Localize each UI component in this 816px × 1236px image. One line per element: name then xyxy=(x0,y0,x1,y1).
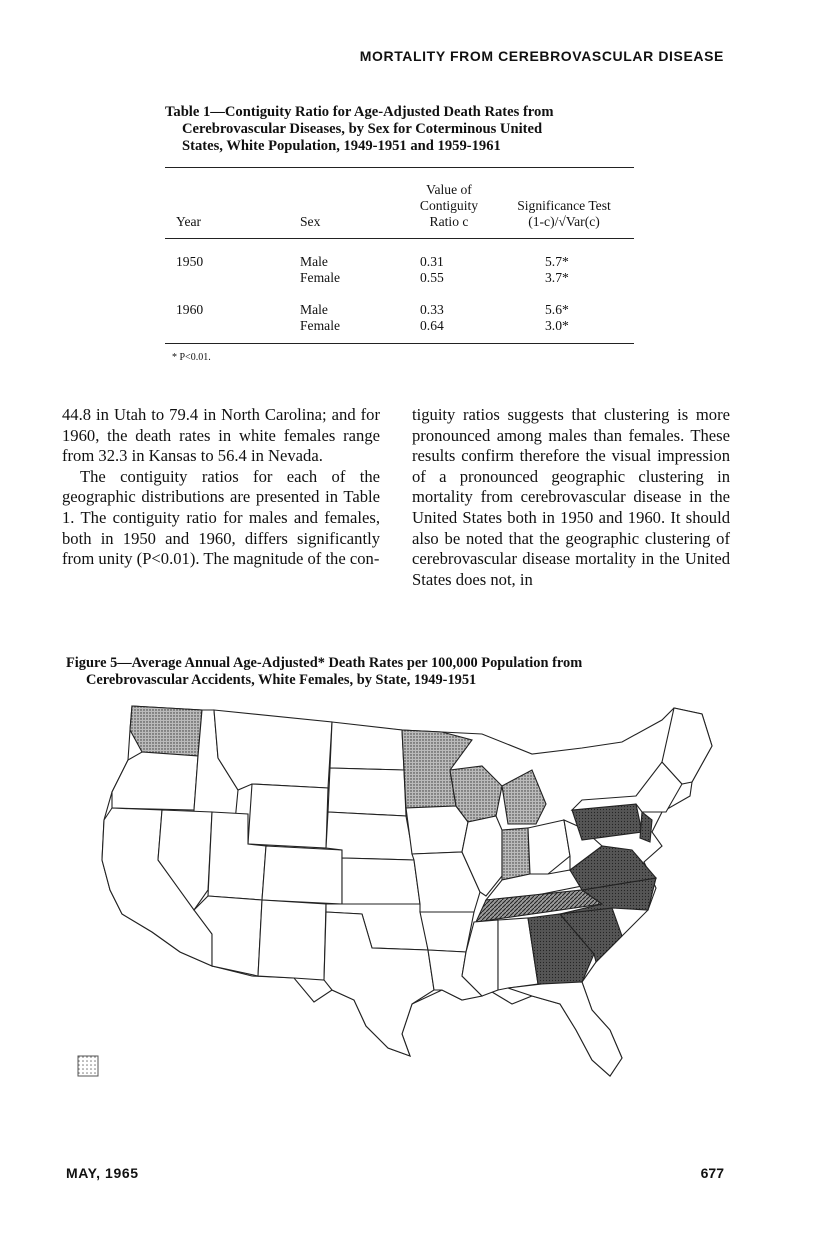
paragraph: The contiguity ratios for each of the geographic distributions are presented in Table 1. The contiguity ratio for males and females, both in 1950 and 1960, differs significantly from unity (P<0.01). The magnitude of the con- xyxy=(62,466,380,569)
page-number: 677 xyxy=(700,1165,724,1181)
state-colorado xyxy=(262,846,342,904)
state-arkansas xyxy=(420,912,474,952)
cell-sex: Female xyxy=(300,270,341,285)
cell-sig: 5.6* xyxy=(545,302,569,317)
figure-caption-line: Cerebrovascular Accidents, White Females, by State, 1949-1951 xyxy=(86,672,477,688)
header-ratio-line: Ratio c xyxy=(429,214,469,229)
table-caption-line: Cerebrovascular Diseases, by Sex for Coterminous United xyxy=(182,121,543,137)
state-wyoming xyxy=(248,784,328,848)
running-head: MORTALITY FROM CEREBROVASCULAR DISEASE xyxy=(359,48,724,64)
paragraph: tiguity ratios suggests that clustering is more pronounced among males than females. These results confirm therefore the visual impression of a pronounced geographic clustering in mortality from cerebrovascular disease in the United States both in 1950 and 1960. It should also be noted that the geographic clustering of cerebrovascular disease mortality in the United States does not, in xyxy=(412,405,730,589)
cell-sig: 3.7* xyxy=(545,270,569,285)
cell-sig: 5.7* xyxy=(545,254,569,269)
header-sig-line: (1-c)/√Var(c) xyxy=(528,214,600,229)
header-significance xyxy=(495,198,633,230)
table-caption-line: States, White Population, 1949-1951 and 1959-1961 xyxy=(182,138,501,154)
cell-year: 1960 xyxy=(176,302,204,317)
cell-year: 1950 xyxy=(176,254,204,269)
cell-sex: Male xyxy=(300,254,328,269)
cell-ratio: 0.55 xyxy=(420,270,444,285)
header-ratio-line: Value of xyxy=(426,182,472,197)
state-south-dakota xyxy=(328,768,406,816)
header-ratio xyxy=(404,182,494,230)
table-caption xyxy=(165,104,645,155)
state-new-mexico xyxy=(258,900,326,980)
cell-sex: Male xyxy=(300,302,328,317)
cell-ratio: 0.64 xyxy=(420,318,444,333)
cell-sig: 3.0* xyxy=(545,318,569,333)
header-ratio-line: Contiguity xyxy=(419,198,479,213)
cell-ratio: 0.33 xyxy=(420,302,444,317)
table-header-rule xyxy=(165,238,634,239)
cell-ratio: 0.31 xyxy=(420,254,444,269)
state-kansas xyxy=(342,858,420,904)
state-montana xyxy=(214,710,332,790)
state-washington xyxy=(130,706,202,756)
table-caption-line: Table 1—Contiguity Ratio for Age-Adjusted Death Rates from xyxy=(165,104,554,120)
legend-swatch xyxy=(78,1056,98,1076)
table-footnote: * P<0.01. xyxy=(172,352,211,363)
us-map-figure xyxy=(62,700,742,1120)
footer-date: MAY, 1965 xyxy=(66,1165,139,1181)
header-sig-line: Significance Test xyxy=(517,198,611,213)
figure-caption xyxy=(66,655,746,689)
cell-sex: Female xyxy=(300,318,341,333)
table-top-rule xyxy=(165,167,634,168)
header-sex: Sex xyxy=(300,214,321,229)
left-column xyxy=(62,405,380,570)
table-bottom-rule xyxy=(165,343,634,344)
state-north-dakota xyxy=(330,722,404,770)
figure-caption-line: Figure 5—Average Annual Age-Adjusted* Death Rates per 100,000 Population from xyxy=(66,655,583,671)
right-column xyxy=(412,405,730,590)
state-indiana xyxy=(502,828,530,880)
paragraph: 44.8 in Utah to 79.4 in North Carolina; and for 1960, the death rates in white females range from 32.3 in Kansas to 56.4 in Nevada. xyxy=(62,405,380,466)
state-oregon xyxy=(112,752,198,810)
header-year: Year xyxy=(176,214,202,229)
state-iowa xyxy=(406,806,468,854)
